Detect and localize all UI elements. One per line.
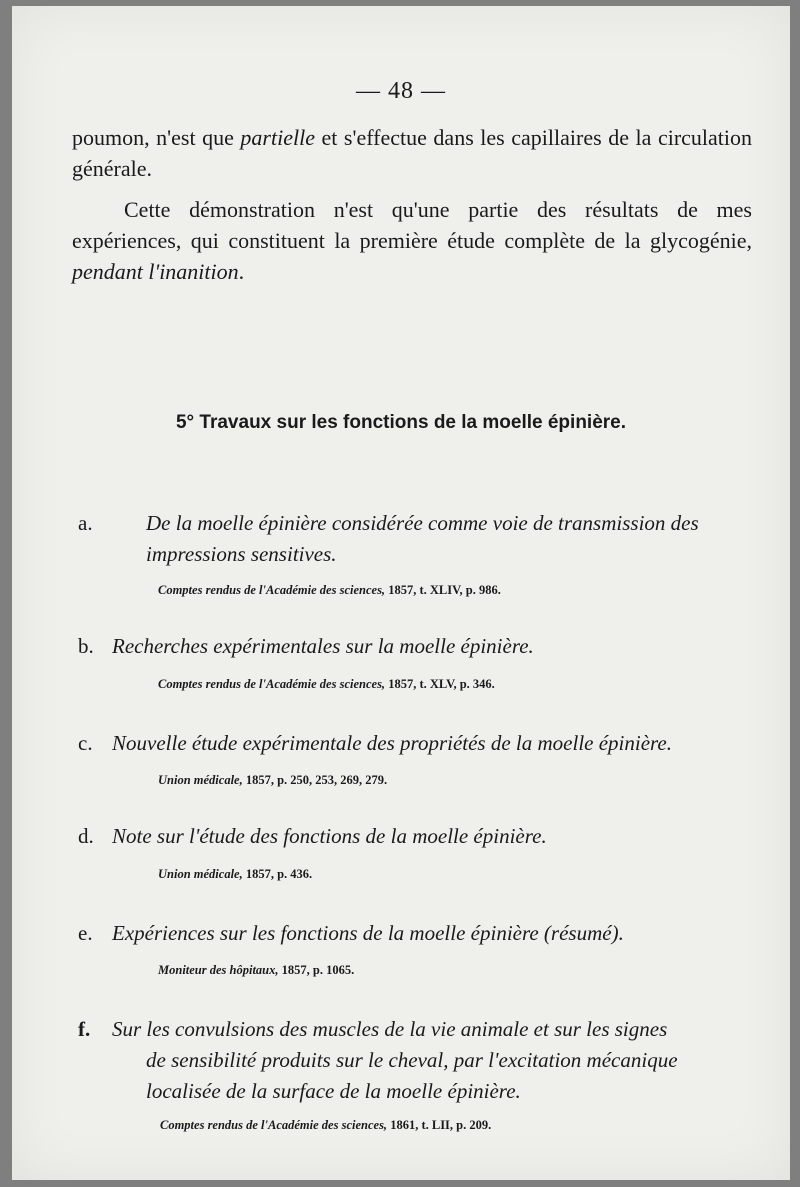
document-page [12, 6, 790, 1180]
intro-p1-emphasis: partielle [240, 125, 315, 150]
intro-p2-text: Cette démonstration n'est qu'une partie des résultats de mes expériences, qui constituent la première étude complète de la glycogénie, [72, 197, 752, 253]
item-f-title-line-1: Sur les convulsions des muscles de la vie animale et sur les signes [112, 1017, 668, 1041]
item-c-ref-source: Union médicale, [158, 773, 243, 787]
item-b-ref-detail: 1857, t. XLV, p. 346. [385, 677, 495, 691]
item-d-ref-source: Union médicale, [158, 867, 243, 881]
list-item-b [78, 631, 758, 662]
list-item-c [78, 728, 758, 759]
item-b-ref-source: Comptes rendus de l'Académie des sciences, [158, 677, 386, 691]
page-number: — 48 — [356, 78, 446, 104]
item-a-letter: a. [78, 511, 93, 535]
list-item-d [78, 821, 758, 852]
item-c-letter: c. [78, 731, 93, 755]
item-d-title: Note sur l'étude des fonctions de la moelle épinière. [112, 824, 547, 848]
intro-paragraph-2 [72, 194, 752, 287]
item-e-reference [158, 963, 354, 978]
item-f-title-line-3: localisée de la surface de la moelle épinière. [146, 1079, 521, 1103]
item-d-reference [158, 867, 312, 882]
section-heading: 5° Travaux sur les fonctions de la moelle épinière. [175, 412, 627, 433]
item-a-title: De la moelle épinière considérée comme voie de transmission des impressions sensitives. [146, 511, 699, 566]
item-f-ref-detail: 1861, t. LII, p. 209. [387, 1118, 492, 1132]
item-b-reference [158, 677, 495, 692]
intro-p1-text: poumon, n'est que [72, 125, 241, 150]
item-c-ref-detail: 1857, p. 250, 253, 269, 279. [242, 773, 388, 787]
item-e-title: Expériences sur les fonctions de la moelle épinière (résumé). [112, 921, 624, 945]
list-item-f [78, 1014, 758, 1107]
item-b-letter: b. [78, 634, 94, 658]
item-a-reference [158, 583, 501, 598]
item-e-letter: e. [78, 921, 93, 945]
item-d-letter: d. [78, 824, 94, 848]
item-f-reference [160, 1118, 491, 1133]
intro-text [72, 122, 752, 287]
intro-p1-text-end: et s'effectue dans les capillaires de la circulation générale. [72, 125, 753, 181]
intro-paragraph-1 [72, 122, 752, 184]
item-f-line-1 [78, 1014, 758, 1045]
item-c-reference [158, 773, 387, 788]
item-b-title: Recherches expérimentales sur la moelle épinière. [112, 634, 534, 658]
intro-p2-text-end: . [238, 259, 245, 284]
intro-p2-emphasis: pendant l'inanition [72, 259, 239, 284]
list-item-e [78, 918, 758, 949]
item-e-ref-source: Moniteur des hôpitaux, [158, 963, 279, 977]
item-d-ref-detail: 1857, p. 436. [242, 867, 313, 881]
item-f-ref-source: Comptes rendus de l'Académie des sciences, [160, 1118, 388, 1132]
item-f-title-line-2: de sensibilité produits sur le cheval, par l'excitation mécanique [146, 1048, 678, 1072]
item-f-letter: f. [78, 1017, 91, 1041]
item-a-ref-source: Comptes rendus de l'Académie des sciences, [158, 583, 386, 597]
item-a-text [78, 508, 758, 570]
list-item-a [78, 508, 758, 570]
item-c-title: Nouvelle étude expérimentale des propriétés de la moelle épinière. [112, 731, 673, 755]
item-e-ref-detail: 1857, p. 1065. [278, 963, 355, 977]
item-a-ref-detail: 1857, t. XLIV, p. 986. [385, 583, 501, 597]
